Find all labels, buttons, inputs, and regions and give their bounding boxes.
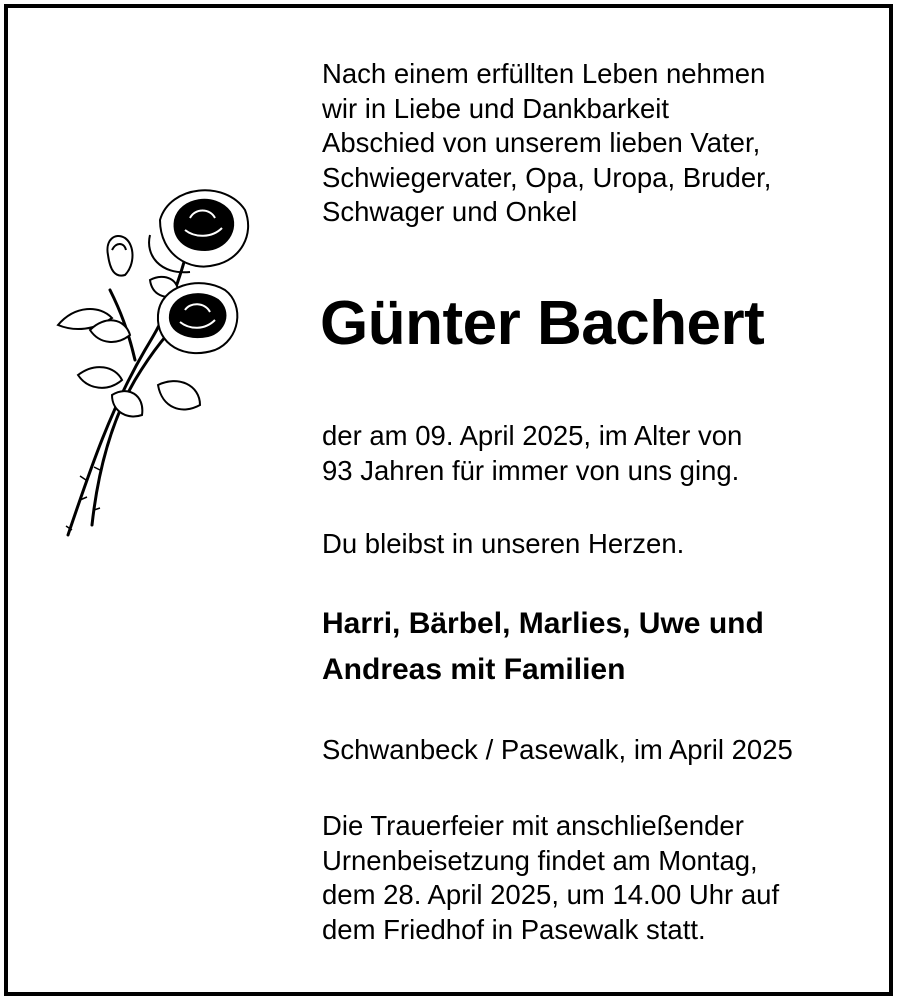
intro-line: wir in Liebe und Dankbarkeit [322, 92, 669, 124]
deceased-name: Günter Bachert [320, 289, 765, 358]
ceremony-text [322, 809, 779, 947]
ceremony-line: Die Trauerfeier mit anschließender [322, 810, 744, 841]
ceremony-line: dem Friedhof in Pasewalk statt. [322, 913, 706, 945]
death-line: 93 Jahren für immer von uns ging. [322, 454, 740, 486]
intro-text [322, 57, 882, 230]
roses-illustration [50, 180, 260, 550]
intro-line: Abschied von unserem lieben Vater, [322, 127, 761, 158]
family-line: Harri, Bärbel, Marlies, Uwe und [322, 607, 764, 640]
place-date: Schwanbeck / Pasewalk, im April 2025 [322, 734, 793, 765]
family-line: Andreas mit Familien [322, 653, 626, 686]
family-names [322, 601, 764, 693]
death-line: der am 09. April 2025, im Alter von [322, 420, 743, 451]
intro-line: Schwiegervater, Opa, Uropa, Bruder, [322, 161, 772, 193]
ceremony-line: Urnenbeisetzung findet am Montag, [322, 844, 758, 876]
death-text [322, 419, 742, 488]
ceremony-line: dem 28. April 2025, um 14.00 Uhr auf [322, 879, 780, 910]
notice-content [320, 57, 882, 945]
intro-line: Schwager und Onkel [322, 196, 578, 227]
intro-line: Nach einem erfüllten Leben nehmen [322, 58, 766, 89]
quote: Du bleibst in unseren Herzen. [322, 528, 685, 559]
